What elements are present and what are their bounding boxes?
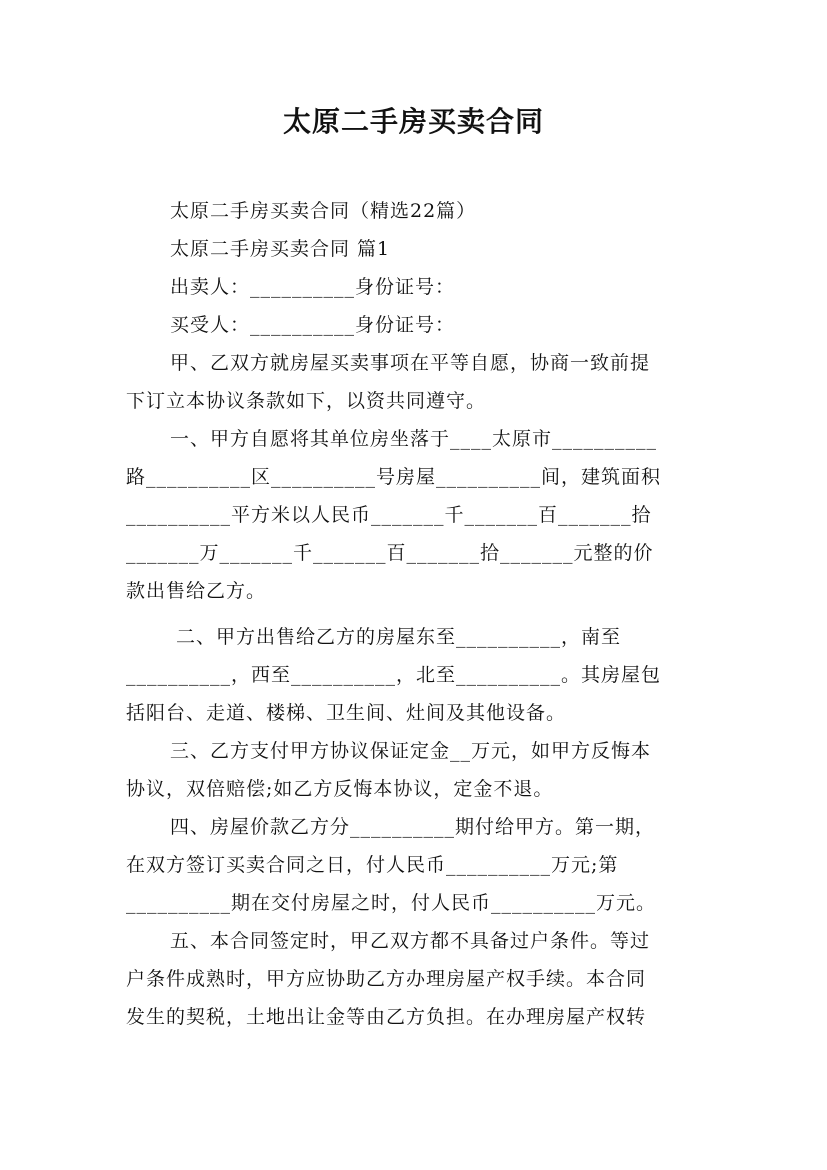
clause-2-line: __________，西至__________，北至__________。其房屋包 <box>126 664 662 686</box>
clause-5-line: 户条件成熟时，甲方应协助乙方办理房屋产权手续。本合同 <box>126 968 647 990</box>
seller-line: 出卖人：__________身份证号： <box>170 276 456 298</box>
clause-3-line: 三、乙方支付甲方协议保证定金__万元，如甲方反悔本 <box>170 740 652 762</box>
paragraph-line: 甲、乙双方就房屋买卖事项在平等自愿，协商一致前提 <box>170 352 651 374</box>
subtitle-line: 太原二手房买卖合同（精选22篇） <box>170 200 477 222</box>
clause-1-line: 款出售给乙方。 <box>126 580 267 602</box>
clause-5-line: 五、本合同签定时，甲乙双方都不具备过户条件。等过 <box>170 930 651 952</box>
buyer-line: 买受人：__________身份证号： <box>170 314 456 336</box>
clause-4-line: 在双方签订买卖合同之日，付人民币__________万元;第 <box>126 854 619 876</box>
section-heading: 太原二手房买卖合同 篇1 <box>170 238 391 260</box>
clause-1-line: _______万_______千_______百_______拾_______元整的价 <box>126 542 654 564</box>
clause-4-line: __________期在交付房屋之时，付人民币__________万元。 <box>126 892 657 914</box>
clause-1-line: 一、甲方自愿将其单位房坐落于____太原市__________ <box>170 428 658 450</box>
document-body <box>126 192 704 1036</box>
clause-1-line: 路__________区__________号房屋__________间，建筑面积 <box>126 466 662 488</box>
document-title: 太原二手房买卖合同 <box>282 105 544 138</box>
clause-4-line: 四、房屋价款乙方分__________期付给甲方。第一期， <box>170 816 656 838</box>
clause-3-line: 协议，双倍赔偿;如乙方反悔本协议，定金不退。 <box>126 778 554 800</box>
clause-5-line: 发生的契税，土地出让金等由乙方负担。在办理房屋产权转 <box>126 1006 647 1028</box>
paragraph-line: 下订立本协议条款如下，以资共同遵守。 <box>126 390 487 412</box>
clause-2-line: 括阳台、走道、楼梯、卫生间、灶间及其他设备。 <box>126 702 567 724</box>
clause-2-line: 二、甲方出售给乙方的房屋东至__________，南至 <box>176 626 622 648</box>
clause-1-line: __________平方米以人民币_______千_______百_______拾 <box>126 504 652 526</box>
